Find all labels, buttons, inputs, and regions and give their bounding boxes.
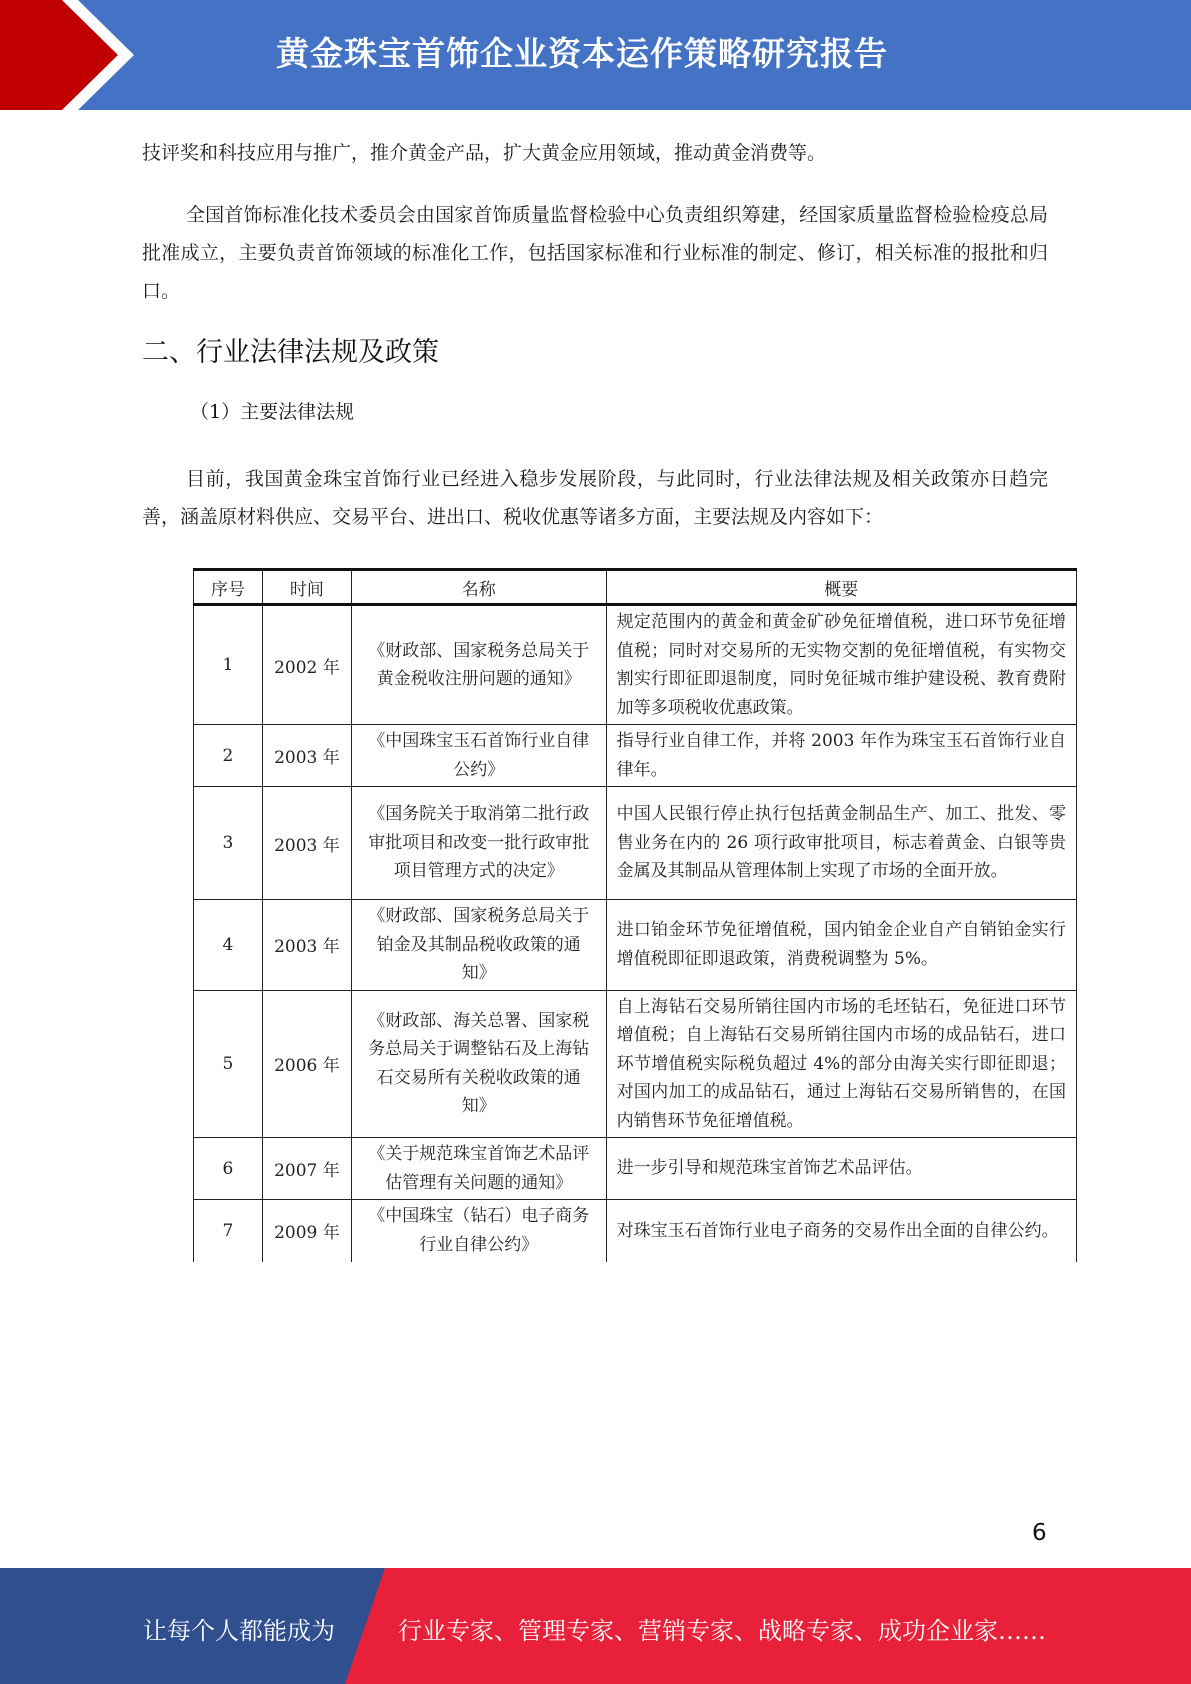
row-no: 5	[194, 990, 263, 1138]
table-row	[194, 605, 1077, 725]
row-name: 《国务院关于取消第二批行政审批项目和改变一批行政审批项目管理方式的决定》	[351, 787, 606, 900]
table-row	[194, 787, 1077, 900]
table-row	[194, 990, 1077, 1138]
row-summary: 进口铂金环节免征增值税，国内铂金企业自产自销铂金实行增值税即征即退政策，消费税调整为 5%。	[606, 900, 1076, 991]
row-name: 《财政部、国家税务总局关于黄金税收注册问题的通知》	[351, 605, 606, 725]
document-title: 黄金珠宝首饰企业资本运作策略研究报告	[276, 34, 888, 73]
row-summary: 中国人民银行停止执行包括黄金制品生产、加工、批发、零售业务在内的 26 项行政审批项目，标志着黄金、白银等贵金属及其制品从管理体制上实现了市场的全面开放。	[606, 787, 1076, 900]
row-summary: 进一步引导和规范珠宝首饰艺术品评估。	[606, 1138, 1076, 1200]
row-name: 《关于规范珠宝首饰艺术品评估管理有关问题的通知》	[351, 1138, 606, 1200]
row-year: 2009 年	[262, 1200, 351, 1262]
header-no: 序号	[194, 570, 263, 605]
paragraph-1: 技评奖和科技应用与推广，推介黄金产品，扩大黄金应用领域，推动黄金消费等。	[142, 142, 827, 164]
row-no: 7	[194, 1200, 263, 1262]
table-header-row	[194, 570, 1077, 605]
header-chevron-icon	[0, 0, 160, 110]
row-no: 3	[194, 787, 263, 900]
row-year: 2007 年	[262, 1138, 351, 1200]
footer-slogan-right: 行业专家、管理专家、营销专家、战略专家、成功企业家……	[398, 1617, 1046, 1645]
table-row	[194, 725, 1077, 787]
row-name: 《财政部、国家税务总局关于铂金及其制品税收政策的通知》	[351, 900, 606, 991]
footer-slogan-left: 让每个人都能成为	[143, 1617, 335, 1645]
row-name: 《中国珠宝（钻石）电子商务行业自律公约》	[351, 1200, 606, 1262]
row-year: 2003 年	[262, 725, 351, 787]
row-no: 2	[194, 725, 263, 787]
table-row	[194, 1138, 1077, 1200]
row-name: 《财政部、海关总署、国家税务总局关于调整钻石及上海钻石交易所有关税收政策的通知》	[351, 990, 606, 1138]
page-number: 6	[1032, 1520, 1047, 1546]
header-summary: 概要	[606, 570, 1076, 605]
row-year: 2003 年	[262, 787, 351, 900]
table-row	[194, 900, 1077, 991]
row-summary: 指导行业自律工作，并将 2003 年作为珠宝玉石首饰行业自律年。	[606, 725, 1076, 787]
row-name: 《中国珠宝玉石首饰行业自律公约》	[351, 725, 606, 787]
row-summary: 自上海钻石交易所销往国内市场的毛坯钻石，免征进口环节增值税；自上海钻石交易所销往国内市场的成品钻石，进口环节增值税实际税负超过 4%的部分由海关实行即征即退；对国内加工的成品钻石，通过上海钻石交易所销售的，在国内销售环节免征增值税。	[606, 990, 1076, 1138]
row-summary: 规定范围内的黄金和黄金矿砂免征增值税，进口环节免征增值税；同时对交易所的无实物交割的免征增值税，有实物交割实行即征即退制度，同时免征城市维护建设税、教育费附加等多项税收优惠政策。	[606, 605, 1076, 725]
row-summary: 对珠宝玉石首饰行业电子商务的交易作出全面的自律公约。	[606, 1200, 1076, 1262]
row-year: 2006 年	[262, 990, 351, 1138]
row-year: 2003 年	[262, 900, 351, 991]
section-heading: 二、行业法律法规及政策	[142, 337, 439, 368]
paragraph-2: 全国首饰标准化技术委员会由国家首饰质量监督检验中心负责组织筹建，经国家质量监督检验检疫总局批准成立，主要负责首饰领域的标准化工作，包括国家标准和行业标准的制定、修订，相关标准的报批和归口。	[142, 204, 1048, 302]
row-no: 1	[194, 605, 263, 725]
row-year: 2002 年	[262, 605, 351, 725]
header-name: 名称	[351, 570, 606, 605]
header-time: 时间	[262, 570, 351, 605]
row-no: 6	[194, 1138, 263, 1200]
row-no: 4	[194, 900, 263, 991]
laws-table	[193, 568, 1077, 1262]
table-row	[194, 1200, 1077, 1262]
sub-heading: （1）主要法律法规	[190, 401, 355, 423]
paragraph-3: 目前，我国黄金珠宝首饰行业已经进入稳步发展阶段，与此同时，行业法律法规及相关政策亦日趋完善，涵盖原材料供应、交易平台、进出口、税收优惠等诸多方面，主要法规及内容如下：	[142, 468, 1048, 528]
